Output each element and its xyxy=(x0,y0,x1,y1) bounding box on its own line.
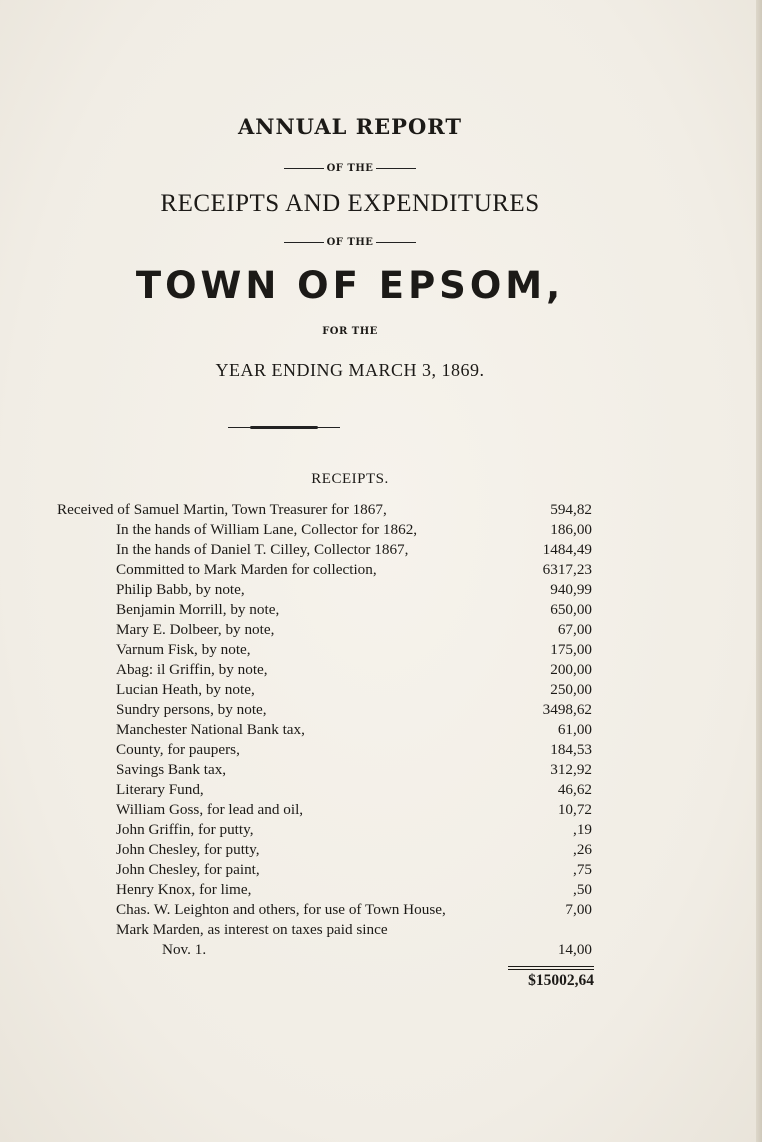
receipt-amount: 67,00 xyxy=(557,621,592,638)
receipt-amount: 7,00 xyxy=(565,901,592,918)
receipt-row xyxy=(0,740,762,760)
receipt-amount: 46,62 xyxy=(557,781,592,798)
receipt-amount: 940,99 xyxy=(550,581,592,598)
total-rule-double xyxy=(508,969,594,970)
receipt-label: John Chesley, for putty, xyxy=(116,841,260,858)
receipt-amount: 1484,49 xyxy=(542,541,592,558)
for-the-text: FOR THE xyxy=(322,326,378,337)
receipt-label: John Chesley, for paint, xyxy=(116,861,260,878)
receipt-label: Lucian Heath, by note, xyxy=(116,681,255,698)
receipt-row xyxy=(0,580,762,600)
receipt-label: In the hands of William Lane, Collector for 1862, xyxy=(116,521,418,538)
report-title: ANNUAL REPORT xyxy=(238,114,462,139)
receipt-row xyxy=(0,880,762,900)
receipt-row xyxy=(0,920,762,940)
receipt-amount: 312,92 xyxy=(550,761,592,778)
receipt-label: In the hands of Daniel T. Cilley, Collector 1867, xyxy=(116,541,409,558)
receipt-row xyxy=(0,500,762,520)
receipt-amount: 184,53 xyxy=(550,741,592,758)
receipt-row xyxy=(0,820,762,840)
receipt-amount: 250,00 xyxy=(550,681,592,698)
receipt-amount: 3498,62 xyxy=(542,701,592,718)
receipt-amount: 175,00 xyxy=(550,641,592,658)
report-subtitle: RECEIPTS AND EXPENDITURES xyxy=(160,190,540,217)
receipt-row xyxy=(0,760,762,780)
receipt-label: Nov. 1. xyxy=(162,941,207,958)
receipt-row xyxy=(0,640,762,660)
receipt-label: Abag: il Griffin, by note, xyxy=(116,661,268,678)
receipt-label: Mark Marden, as interest on taxes paid since xyxy=(116,921,388,938)
receipt-label: County, for paupers, xyxy=(116,741,240,758)
receipt-row xyxy=(0,900,762,920)
separator-of-the-1: OF THE xyxy=(0,163,700,174)
receipt-label: Manchester National Bank tax, xyxy=(116,721,305,738)
receipts-list xyxy=(0,500,762,960)
receipt-row xyxy=(0,840,762,860)
receipt-amount: 186,00 xyxy=(550,521,592,538)
receipt-label: Benjamin Morrill, by note, xyxy=(116,601,280,618)
town-name: TOWN OF EPSOM, xyxy=(135,264,565,307)
receipts-heading: RECEIPTS. xyxy=(311,471,389,487)
year-ending: YEAR ENDING MARCH 3, 1869. xyxy=(215,360,485,380)
receipt-label: Varnum Fisk, by note, xyxy=(116,641,251,658)
receipt-label: Committed to Mark Marden for collection, xyxy=(116,561,377,578)
receipt-label: Mary E. Dolbeer, by note, xyxy=(116,621,275,638)
receipt-row xyxy=(0,720,762,740)
receipt-row xyxy=(0,680,762,700)
receipt-amount: 200,00 xyxy=(550,661,592,678)
receipt-row xyxy=(0,940,762,960)
receipt-label: Savings Bank tax, xyxy=(116,761,227,778)
receipt-amount: 594,82 xyxy=(550,501,592,518)
receipt-label: Chas. W. Leighton and others, for use of Town House, xyxy=(116,901,446,918)
receipt-label: Received of Samuel Martin, Town Treasurer for 1867, xyxy=(57,501,387,518)
receipt-row xyxy=(0,660,762,680)
receipt-amount: ,50 xyxy=(573,881,592,898)
receipt-amount: ,75 xyxy=(573,861,592,878)
receipt-amount: 6317,23 xyxy=(542,561,592,578)
receipt-amount: 650,00 xyxy=(550,601,592,618)
receipt-amount: 10,72 xyxy=(557,801,592,818)
receipt-row xyxy=(0,560,762,580)
receipt-label: John Griffin, for putty, xyxy=(116,821,254,838)
receipt-row xyxy=(0,540,762,560)
receipt-label: Henry Knox, for lime, xyxy=(116,881,252,898)
receipt-label: Sundry persons, by note, xyxy=(116,701,267,718)
receipt-amount: 61,00 xyxy=(557,721,592,738)
receipt-row xyxy=(0,800,762,820)
receipts-total: $15002,64 xyxy=(528,972,594,989)
receipt-amount: 14,00 xyxy=(557,941,592,958)
receipt-label: Literary Fund, xyxy=(116,781,204,798)
receipt-label: Philip Babb, by note, xyxy=(116,581,245,598)
decorative-rule xyxy=(228,427,340,428)
receipt-row xyxy=(0,860,762,880)
receipt-row xyxy=(0,620,762,640)
receipt-label: William Goss, for lead and oil, xyxy=(116,801,304,818)
receipt-row xyxy=(0,700,762,720)
total-rule xyxy=(508,966,594,967)
receipt-row xyxy=(0,780,762,800)
receipt-amount: ,26 xyxy=(573,841,592,858)
receipt-row xyxy=(0,520,762,540)
separator-of-the-2: OF THE xyxy=(0,237,700,248)
receipt-amount: ,19 xyxy=(573,821,592,838)
receipt-row xyxy=(0,600,762,620)
